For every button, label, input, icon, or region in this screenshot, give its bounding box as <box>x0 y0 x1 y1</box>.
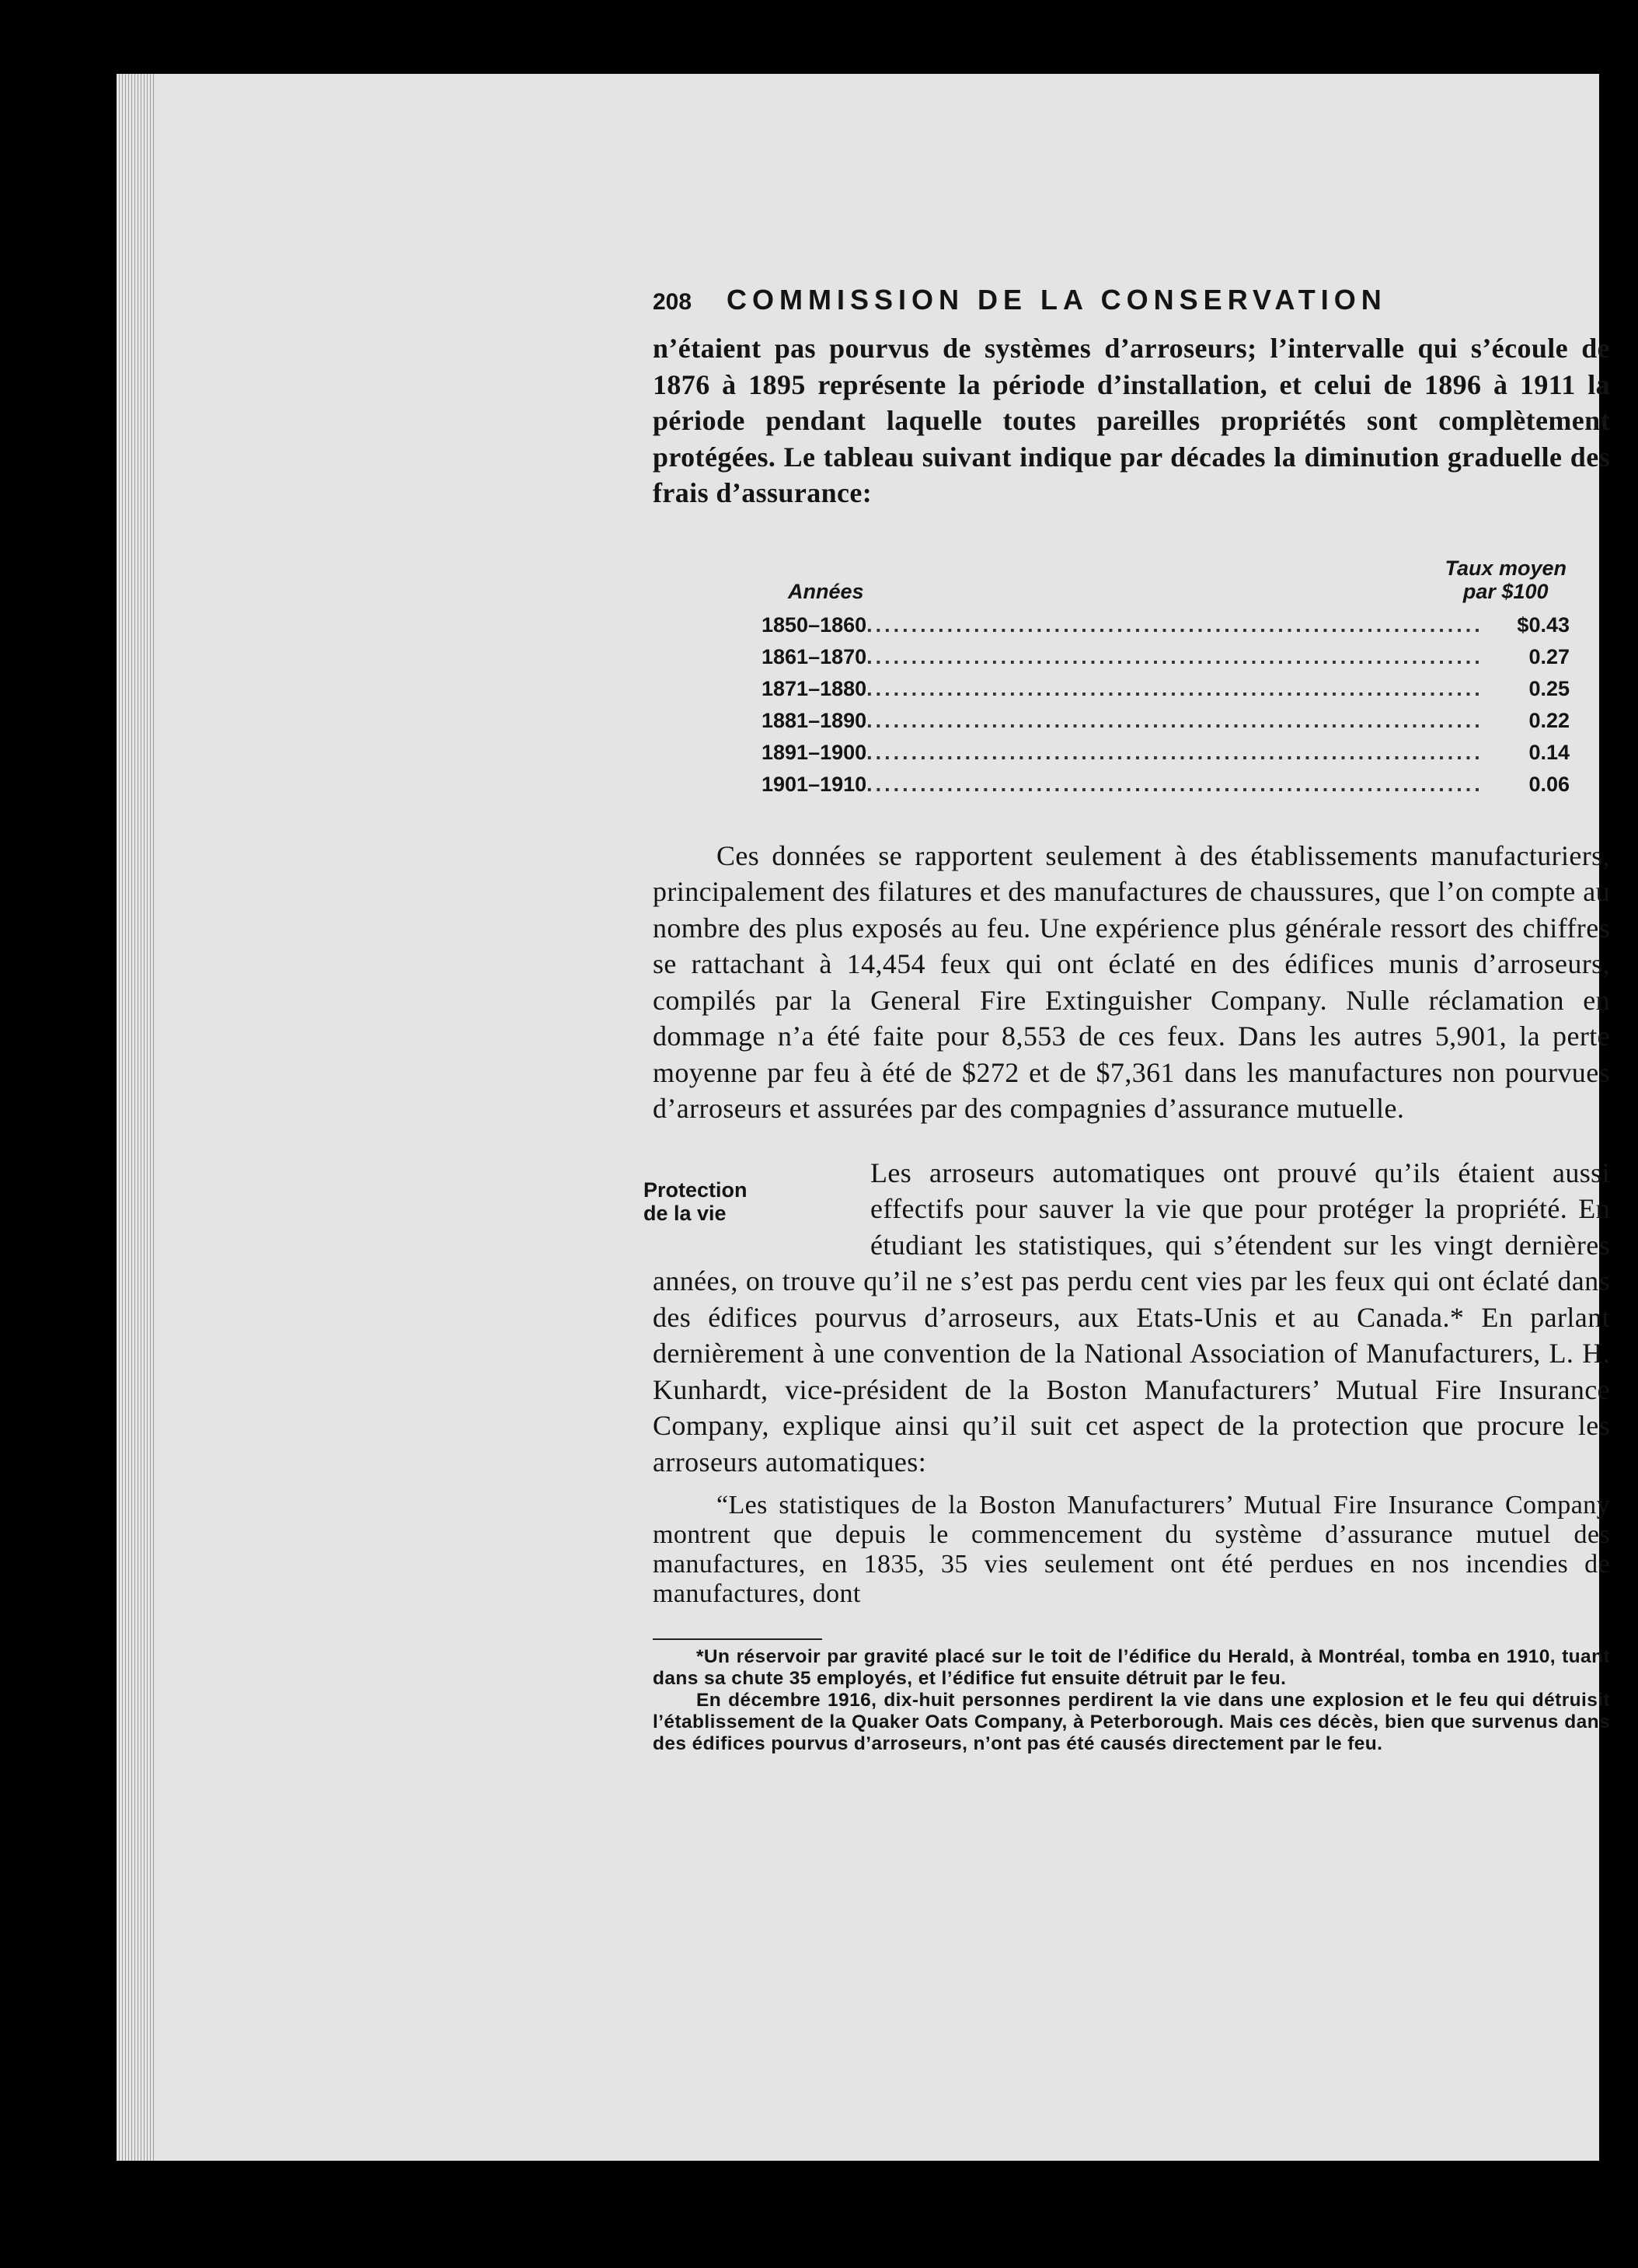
dot-leader <box>866 705 1483 737</box>
col-rate-header-line1: Taux moyen <box>1445 556 1567 580</box>
side-note-line1: Protection <box>643 1178 748 1202</box>
book <box>117 74 1610 2161</box>
dot-leader <box>866 737 1483 769</box>
table-row <box>761 641 1570 673</box>
row-years: 1850–1860 <box>761 612 867 637</box>
protection-paragraph: Les arroseurs automatiques ont prouvé qu’ils étaient aussi effectifs pour sauver la vie que pour protéger la propriété. En étudiant les statistiques, qui s’étendent sur les vingt dernières années, on trouve qu’il ne s’est pas perdu cent vies par les feux qui ont éclaté dans des édifices pourvus d’arroseurs, aux Etats-Unis et au Canada.* En parlant dernièrement à une convention de la National Association of Manufacturers, L. H. Kunhardt, vice-président de la Boston Manufacturers’ Mutual Fire Insurance Company, explique ainsi qu’il suit cet aspect de la protection que procure les arroseurs automatiques: <box>653 1157 1610 1478</box>
running-head: COMMISSION DE LA CONSERVATION <box>727 284 1387 316</box>
row-years: 1861–1870 <box>761 644 867 668</box>
footnote-1: *Un réservoir par gravité placé sur le toit de l’édifice du Herald, à Montréal, tomba en 1910, tuant dans sa chute 35 employés, et l’édifice fut ensuite détruit par le feu. <box>653 1646 1610 1689</box>
col-years-header: Années <box>788 579 864 603</box>
dot-leader <box>866 769 1483 801</box>
table-row <box>761 673 1570 705</box>
page-number: 208 <box>653 289 692 315</box>
row-years: 1901–1910 <box>761 772 867 796</box>
row-rate: 0.14 <box>1528 740 1570 764</box>
table-row <box>761 705 1570 737</box>
page-header <box>653 284 1610 330</box>
side-note-line2: de la vie <box>643 1201 727 1225</box>
footnote-rule <box>653 1638 822 1640</box>
rate-table <box>761 557 1570 801</box>
row-rate: 0.22 <box>1528 708 1570 732</box>
row-rate: 0.27 <box>1528 644 1570 668</box>
protection-section <box>643 1155 1610 1481</box>
col-rate-header <box>1445 557 1570 603</box>
page-edges <box>117 74 154 2161</box>
row-rate: 0.25 <box>1528 676 1570 700</box>
row-rate: 0.06 <box>1528 772 1570 796</box>
table-row <box>761 737 1570 769</box>
row-years: 1891–1900 <box>761 740 867 764</box>
intro-paragraph: n’étaient pas pourvus de systèmes d’arroseurs; l’intervalle qui s’écoule de 1876 à 1895 représente la période d’installation, et celui de 1896 à 1911 la période pendant laquelle toutes pareilles propriétés sont complètement protégées. Le tableau suivant indique par décades la diminution graduelle des frais d’assurance: <box>653 333 1610 508</box>
row-years: 1881–1890 <box>761 708 867 732</box>
page <box>154 74 1610 2161</box>
row-rate: $0.43 <box>1517 612 1570 637</box>
page-content <box>643 284 1610 1755</box>
table-row <box>761 769 1570 801</box>
dot-leader <box>866 609 1483 641</box>
footnote-2: En décembre 1916, dix-huit personnes perdirent la vie dans une explosion et le feu qui détruisit l’établissement de la Quaker Oats Company, à Peterborough. Mais ces décès, bien que survenus dans des édifices pourvus d’arroseurs, n’ont pas été causés directement par le feu. <box>653 1690 1610 1754</box>
quote-paragraph: “Les statistiques de la Boston Manufacturers’ Mutual Fire Insurance Company montrent que depuis le commencement du système d’assurance mutuel des manufactures, en 1835, 35 vies seulement ont été perdues en nos incendies de manufactures, dont <box>653 1491 1610 1608</box>
row-years: 1871–1880 <box>761 676 867 700</box>
side-note <box>643 1178 748 1225</box>
rate-table-header <box>761 557 1570 603</box>
dot-leader <box>866 641 1483 673</box>
table-row <box>761 609 1570 641</box>
col-rate-header-line2: par $100 <box>1462 579 1549 603</box>
dot-leader <box>866 673 1483 705</box>
data-paragraph: Ces données se rapportent seulement à des établissements manufacturiers, principalement des filatures et des manufactures de chaussures, que l’on compte au nombre des plus exposés au feu. Une expérience plus générale ressort des chiffres se rattachant à 14,454 feux qui ont éclaté en des édifices munis d’arroseurs, compilés par la General Fire Extinguisher Company. Nulle réclamation en dommage n’a été faite pour 8,553 de ces feux. Dans les autres 5,901, la perte moyenne par feu à été de $272 et de $7,361 dans les manufactures non pourvues d’arroseurs et assurées par des compagnies d’assurance mutuelle. <box>653 839 1610 1124</box>
